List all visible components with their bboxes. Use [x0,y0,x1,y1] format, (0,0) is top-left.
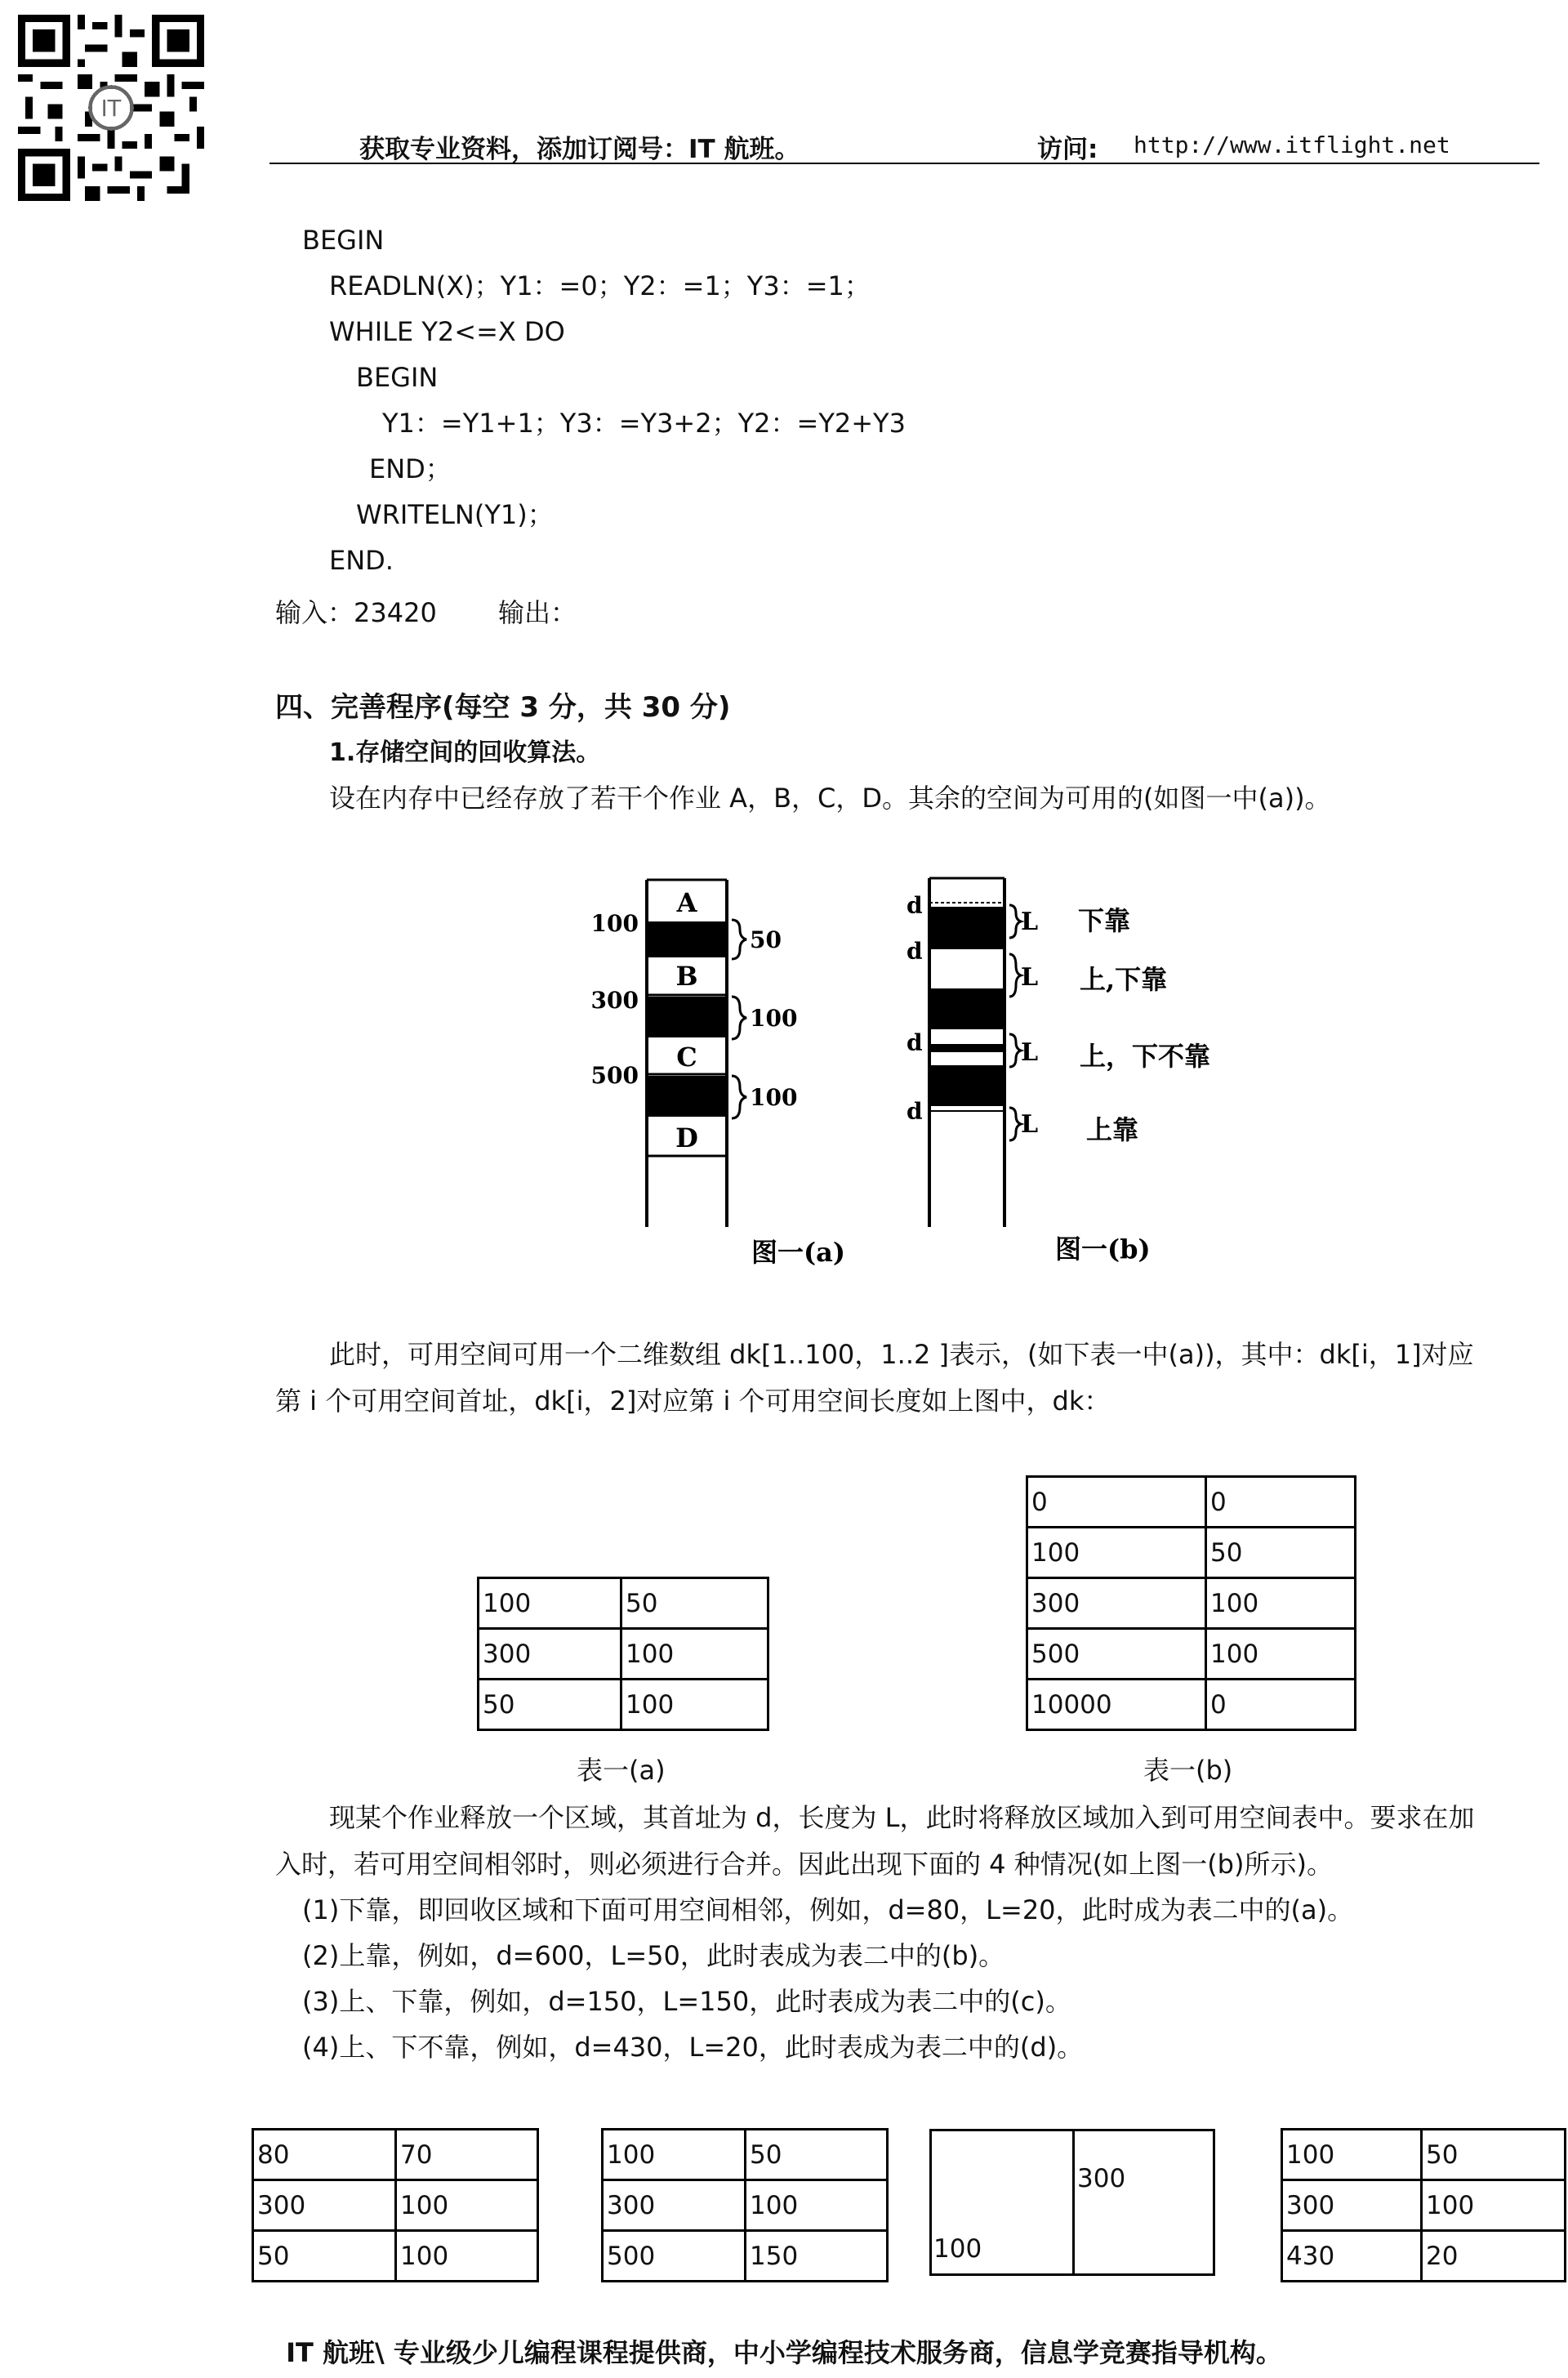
table-cell: 100 [396,2231,538,2282]
table-cell: 100 [1422,2180,1566,2231]
table-cell: 10000 [1027,1680,1206,1730]
figure-a-gap: 100 [750,1005,798,1032]
table-row [1282,2130,1566,2180]
header-visit-label: 访问: [1037,135,1098,164]
intro-paragraph: 设在内存中已经存放了若干个作业 A，B，C，D。其余的空间为可用的(如图一中(a))。 [329,783,1331,814]
figure-b-l-label: L [1021,1038,1039,1067]
table-2a [252,2128,539,2282]
table-cell: 100 [603,2130,746,2180]
table-row [253,2180,538,2231]
table-cell: 50 [253,2231,396,2282]
table-cell: 430 [1282,2231,1422,2282]
table-cell: 100 [396,2180,538,2231]
code-line: END. [329,545,394,576]
table-cell: 100 [1282,2130,1422,2180]
table-row [479,1680,768,1730]
figure-b-d-label: d [906,892,923,919]
table-2d [1281,2128,1566,2282]
figure-a-gap: 100 [750,1084,798,1111]
table-row [253,2231,538,2282]
table-1b-caption: 表一(b) [1143,1755,1233,1786]
figure-a-job-c: C [676,1042,697,1073]
figure-b-l-label: L [1021,1110,1039,1139]
figure-a-caption: 图一(a) [751,1237,846,1268]
table-row [1282,2231,1566,2282]
table-cell: 100 [933,2234,982,2264]
figure-memory-layout [572,866,1241,1291]
table-cell: 100 [746,2180,888,2231]
table-cell: 50 [621,1578,768,1629]
table-cell: 500 [603,2231,746,2282]
paragraph-line: 入时，若可用空间相邻时，则必须进行合并。因此出现下面的 4 种情况(如上图一(b)所示)。 [275,1849,1333,1880]
case-item: (4)上、下不靠，例如，d=430，L=20，此时表成为表二中的(d)。 [302,2032,1084,2063]
figure-a-address: 500 [590,1062,639,1089]
qr-code-image [18,15,204,201]
table-row [1282,2180,1566,2231]
header-slogan: 获取专业资料，添加订阅号：IT 航班。 [359,135,800,164]
table-cell: 50 [479,1680,621,1730]
figure-a-address: 100 [590,910,639,937]
table-cell: 0 [1206,1477,1356,1528]
table-cell: 100 [1206,1578,1356,1629]
paragraph-line: 第 i 个可用空间首址，dk[i，2]对应第 i 个可用空间长度如上图中，dk： [275,1385,1111,1417]
figure-b-d-label: d [906,938,923,965]
table-cell: 100 [621,1680,768,1730]
figure-a-address: 300 [590,987,639,1014]
code-line: WHILE Y2<=X DO [329,316,565,347]
table-2b [601,2128,889,2282]
table-2c [929,2129,1215,2276]
table-1a [477,1577,769,1731]
table-cell: 70 [396,2130,538,2180]
table-row [1027,1680,1356,1730]
table-cell: 50 [1206,1528,1356,1578]
code-line: BEGIN [356,362,439,393]
table-cell: 300 [479,1629,621,1680]
table-row [479,1578,768,1629]
figure-b-l-label: L [1021,908,1039,936]
table-cell: 150 [746,2231,888,2282]
table-cell: 100 [1206,1629,1356,1680]
paragraph-line: 现某个作业释放一个区域，其首址为 d，长度为 L，此时将释放区域加入到可用空间表中。要求在加 [329,1802,1475,1833]
code-line: READLN(X)；Y1：=0；Y2：=1；Y3：=1； [329,270,871,301]
table-row [1027,1477,1356,1528]
svg-text:IT: IT [100,96,122,123]
table-row [603,2130,888,2180]
code-line: BEGIN [302,225,385,256]
table-1a-caption: 表一(a) [577,1755,666,1786]
header-url-link[interactable]: http://www.itflight.net [1134,132,1450,158]
figure-b-d-label: d [906,1098,923,1125]
table-cell: 300 [1027,1578,1206,1629]
page-header [270,127,1539,164]
table-cell: 300 [603,2180,746,2231]
table-cell: 0 [1027,1477,1206,1528]
figure-b-caption: 图一(b) [1055,1234,1151,1265]
table-cell: 50 [1422,2130,1566,2180]
figure-b-column [929,878,1004,1227]
code-line: WRITELN(Y1)； [356,499,554,530]
table-row [1027,1629,1356,1680]
figure-a-gap: 50 [750,926,782,953]
paragraph-line: 此时，可用空间可用一个二维数组 dk[1..100，1..2 ]表示，(如下表一中(a))，其中：dk[i，1]对应 [329,1339,1474,1370]
page-footer: IT 航班\ 专业级少儿编程课程提供商，中小学编程技术服务商，信息学竞赛指导机构。 [286,2337,1282,2368]
figure-b-d-label: d [906,1029,923,1056]
code-line: Y1：=Y1+1；Y3：=Y3+2；Y2：=Y2+Y3 [382,408,906,439]
case-item: (2)上靠，例如，d=600，L=50，此时表成为表二中的(b)。 [302,1940,1005,1971]
table-cell: 100 [479,1578,621,1629]
table-row [603,2231,888,2282]
table-cell: 300 [253,2180,396,2231]
table-cell: 500 [1027,1629,1206,1680]
table-row [603,2180,888,2231]
table-cell: 300 [1077,2164,1126,2193]
section-title: 四、完善程序(每空 3 分，共 30 分) [275,691,731,724]
figure-b-case-label: 上,下靠 [1080,964,1168,995]
table-row [253,2130,538,2180]
table-row [1027,1578,1356,1629]
table-cell: 50 [746,2130,888,2180]
table-1b [1026,1475,1356,1731]
table-cell: 100 [1027,1528,1206,1578]
figure-a-job-d: D [675,1122,698,1153]
figure-b-case-label: 上靠 [1086,1114,1139,1145]
figure-b-case-label: 上，下不靠 [1080,1041,1211,1072]
table-row [479,1629,768,1680]
question-title: 1.存储空间的回收算法。 [329,738,601,767]
code-line: END； [369,453,452,484]
table-cell: 80 [253,2130,396,2180]
table-cell: 0 [1206,1680,1356,1730]
figure-a-job-a: A [676,887,697,918]
input-label: 输入：23420 [275,597,437,628]
table-cell: 20 [1422,2231,1566,2282]
table-cell: 300 [1282,2180,1422,2231]
figure-b-case-label: 下靠 [1078,905,1131,936]
output-label: 输出： [498,597,577,628]
case-item: (3)上、下靠，例如，d=150，L=150，此时表成为表二中的(c)。 [302,1986,1071,2017]
figure-a-job-b: B [675,961,698,992]
table-cell: 100 [621,1629,768,1680]
case-item: (1)下靠，即回收区域和下面可用空间相邻，例如，d=80，L=20，此时成为表二中的(a)。 [302,1894,1354,1925]
table-row [1027,1528,1356,1578]
figure-b-l-label: L [1021,963,1039,992]
